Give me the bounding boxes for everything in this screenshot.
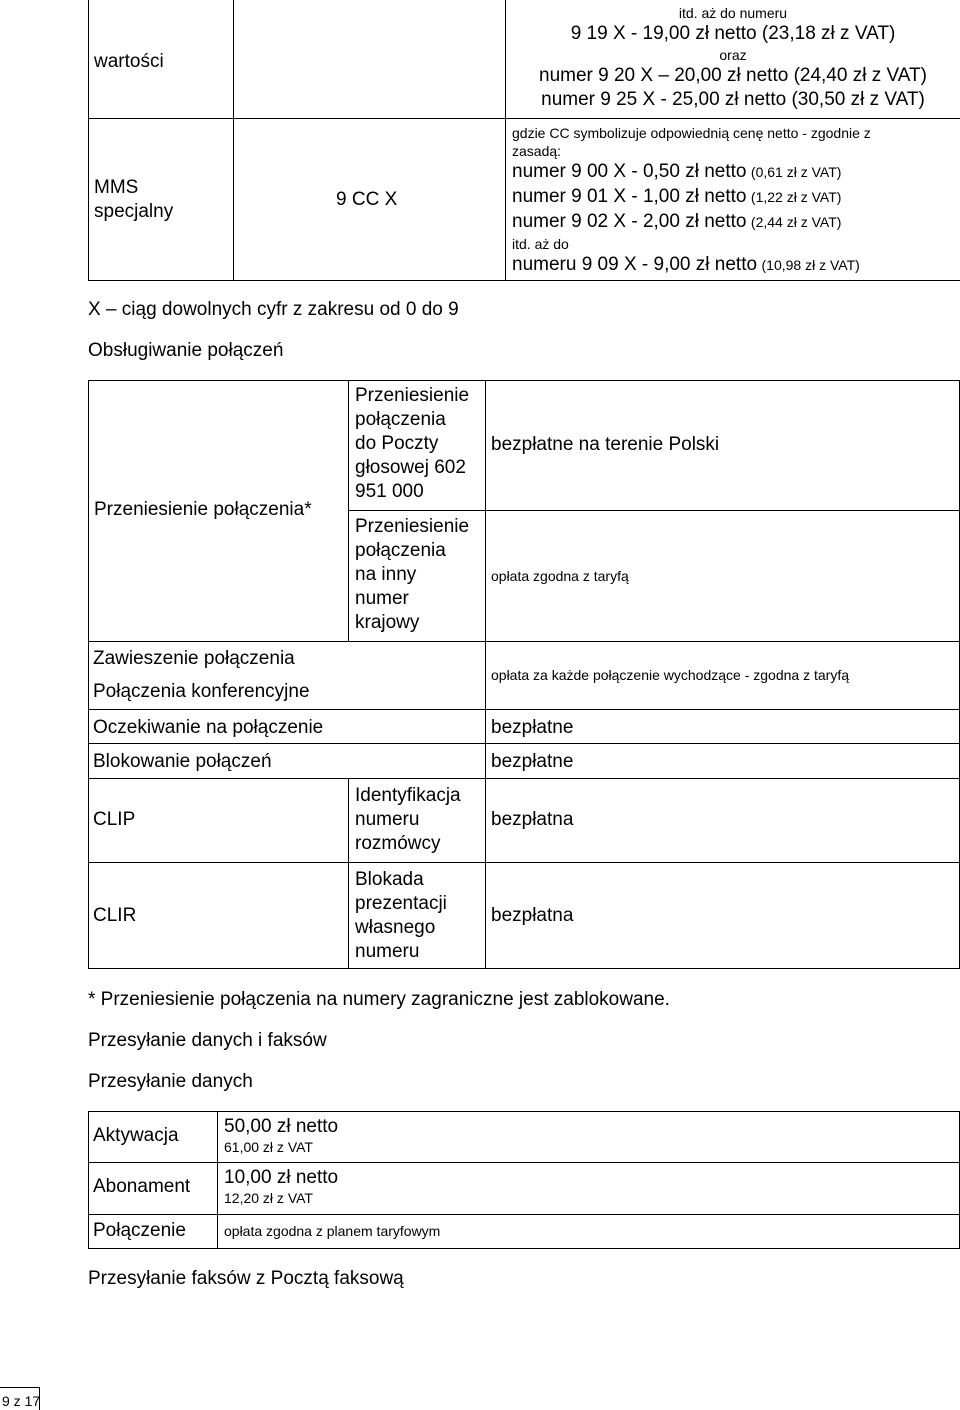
row-divider: [88, 778, 960, 779]
hold-label: Zawieszenie połączenia: [93, 648, 295, 669]
price-main: 10,00 zł netto: [224, 1167, 339, 1188]
price-continuation: [506, 4, 960, 112]
mms-label-line2: specjalny: [94, 201, 174, 222]
activation-label: Aktywacja: [93, 1125, 179, 1146]
row-divider: [88, 862, 960, 863]
row-divider: [88, 641, 960, 642]
subscription-label: Abonament: [93, 1176, 191, 1197]
price-main: numer 9 01 X - 1,00 zł netto: [512, 186, 747, 207]
desc-line: 951 000: [355, 481, 424, 502]
transfer-voicemail-price: bezpłatne na terenie Polski: [491, 434, 720, 455]
desc-line: rozmówcy: [355, 833, 441, 854]
price-main: numer 9 02 X - 2,00 zł netto: [512, 211, 747, 232]
row-label-wartosci: wartości: [94, 51, 164, 72]
desc-line: numer: [355, 588, 409, 609]
desc-line: połączenia: [355, 540, 446, 561]
page-number: 9 z 17: [2, 1393, 41, 1409]
desc-line: Identyfikacja: [355, 785, 461, 806]
desc-line: numeru: [355, 941, 420, 962]
itd-line: itd. aż do: [512, 236, 569, 252]
desc-line: do Poczty: [355, 433, 439, 454]
footnote: * Przeniesienie połączenia na numery zagraniczne jest zablokowane.: [88, 989, 670, 1010]
clip-desc: [355, 784, 461, 856]
price-vat: 12,20 zł z VAT: [224, 1190, 313, 1206]
price-line: numer 9 25 X - 25,00 zł netto (30,50 zł z VAT): [541, 89, 925, 110]
activation-price: [224, 1115, 338, 1156]
transfer-label: Przeniesienie połączenia*: [94, 499, 312, 520]
section-heading-data: Przesyłanie danych: [88, 1071, 253, 1092]
price-main: numer 9 00 X - 0,50 zł netto: [512, 161, 747, 182]
clir-label: CLIR: [93, 905, 137, 926]
clir-desc: [355, 868, 447, 964]
price-line: numer 9 20 X – 20,00 zł netto (24,40 zł z VAT): [539, 65, 927, 86]
desc-line: Blokada: [355, 869, 424, 890]
row-label-mms: [94, 176, 173, 224]
desc-line: Przeniesienie: [355, 516, 470, 537]
transfer-domestic-price: opłata zgodna z taryfą: [491, 568, 629, 584]
mms-label-line1: MMS: [94, 177, 139, 198]
blocking-label: Blokowanie połączeń: [93, 751, 272, 772]
desc-line: głosowej 602: [355, 457, 466, 478]
price-vat: (10,98 zł z VAT): [761, 257, 860, 273]
desc-line: krajowy: [355, 612, 420, 633]
subscription-price: [224, 1166, 338, 1207]
price-main: numeru 9 09 X - 9,00 zł netto: [512, 254, 758, 275]
conference-label: Połączenia konferencyjne: [93, 681, 310, 702]
price-rule: [512, 160, 958, 185]
data-table-border: [88, 1111, 960, 1249]
desc-line: połączenia: [355, 409, 446, 430]
transfer-domestic-desc: [355, 515, 469, 635]
connection-label: Połączenie: [93, 1220, 186, 1241]
hold-conf-price: opłata za każde połączenie wychodzące - zgodna z taryfą: [491, 667, 849, 683]
desc-line: numeru: [355, 809, 420, 830]
price-rule: [512, 253, 958, 278]
section-heading-fax: Przesyłanie faksów z Pocztą faksową: [88, 1268, 404, 1289]
clip-label: CLIP: [93, 809, 136, 830]
row-divider: [88, 118, 960, 119]
col-divider: [485, 380, 486, 969]
price-rules: [512, 124, 958, 278]
desc-line: własnego: [355, 917, 436, 938]
blocking-price: bezpłatne: [491, 751, 574, 772]
col-divider: [217, 1111, 218, 1249]
row-divider: [88, 1214, 960, 1215]
row-divider: [88, 1162, 960, 1163]
desc-line: Przeniesienie: [355, 385, 470, 406]
row-divider: [88, 709, 960, 710]
price-vat: (1,22 zł z VAT): [750, 189, 842, 205]
col-divider: [233, 0, 234, 281]
price-vat: (0,61 zł z VAT): [750, 164, 842, 180]
price-vat: 61,00 zł z VAT: [224, 1139, 313, 1155]
price-main: 50,00 zł netto: [224, 1116, 339, 1137]
section-heading-calls: Obsługiwanie połączeń: [88, 340, 284, 361]
price-vat: (2,44 zł z VAT): [750, 214, 842, 230]
waiting-price: bezpłatne: [491, 717, 574, 738]
mms-number-pattern: 9 CC X: [336, 189, 398, 210]
rule-intro: zasadą:: [512, 143, 562, 159]
oraz-line: oraz: [719, 47, 747, 63]
section-heading-data-fax: Przesyłanie danych i faksów: [88, 1030, 327, 1051]
desc-line: prezentacji: [355, 893, 447, 914]
desc-line: na inny: [355, 564, 417, 585]
row-divider: [88, 743, 960, 744]
clir-price: bezpłatna: [491, 905, 574, 926]
clip-price: bezpłatna: [491, 809, 574, 830]
price-rule: [512, 185, 958, 210]
waiting-label: Oczekiwanie na połączenie: [93, 717, 324, 738]
price-line: 9 19 X - 19,00 zł netto (23,18 zł z VAT): [570, 23, 896, 44]
rule-intro: gdzie CC symbolizuje odpowiednią cenę netto - zgodnie z: [512, 125, 871, 141]
connection-price: opłata zgodna z planem taryfowym: [224, 1223, 441, 1239]
price-rule: [512, 210, 958, 235]
col-divider: [348, 778, 349, 969]
itd-line: itd. aż do numeru: [678, 5, 788, 21]
x-definition-note: X – ciąg dowolnych cyfr z zakresu od 0 do 9: [88, 299, 459, 320]
transfer-voicemail-desc: [355, 384, 469, 504]
row-divider: [348, 510, 960, 511]
